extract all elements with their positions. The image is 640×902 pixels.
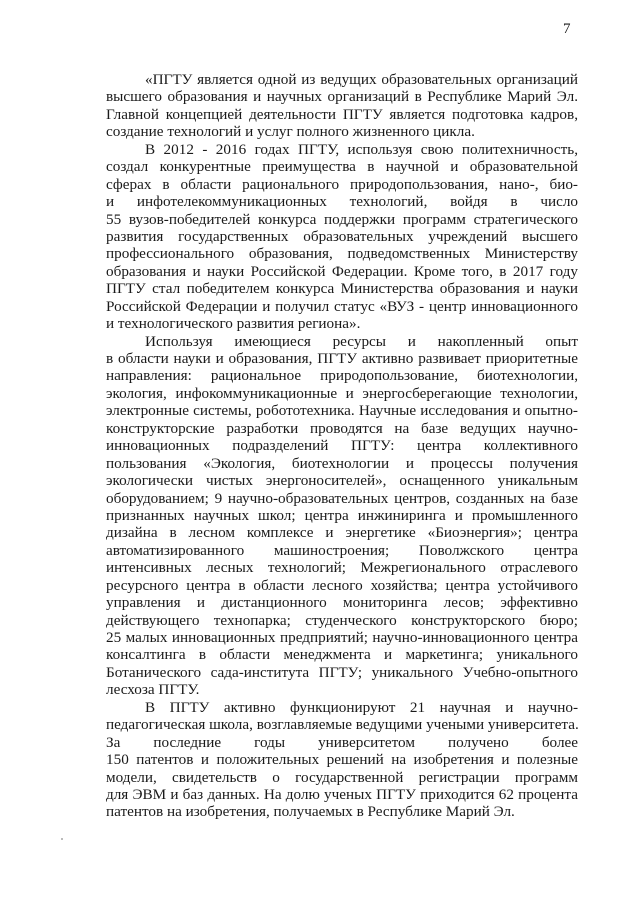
text-line: модели, свидетельств о государственной регистрации программ bbox=[106, 768, 578, 786]
text-line: высшего образования и научных организаций в Республике Марий Эл. bbox=[106, 88, 578, 106]
text-line: «ПГТУ является одной из ведущих образовательных организаций bbox=[145, 71, 578, 88]
text-line: направления: рациональное природопользование, биотехнологии, bbox=[106, 367, 578, 385]
text-line: для ЭВМ и баз данных. На долю ученых ПГТУ приходится 62 процента bbox=[106, 785, 578, 803]
text-line: признанных научных школ; центра инжиниринга и промышленного bbox=[106, 506, 578, 524]
text-line: создал конкурентные преимущества в научной и образовательной bbox=[106, 158, 578, 176]
text-line: в области науки и образования, ПГТУ активно развивает приоритетные bbox=[106, 350, 578, 367]
paragraph bbox=[106, 141, 578, 333]
text-line: За последние годы университетом получено более bbox=[106, 733, 578, 751]
document-body bbox=[106, 71, 578, 821]
text-line: оборудованием; 9 научно-образовательных центров, созданных на базе bbox=[106, 489, 578, 507]
text-line: развития государственных образовательных учреждений высшего bbox=[106, 227, 578, 245]
text-line: образования и науки Российской Федерации. Кроме того, в 2017 году bbox=[106, 262, 578, 280]
text-line: и технологического развития региона». bbox=[106, 315, 361, 333]
text-line: В 2012 - 2016 годах ПГТУ, используя свою политехничность, bbox=[145, 140, 578, 158]
text-line: экология, инфокоммуникационные и энергосберегающие технологии, bbox=[106, 384, 578, 402]
text-line: сферах в области рационального природопользования, нано-, био- bbox=[106, 175, 578, 193]
text-line: 25 малых инновационных предприятий; научно-инновационного центра bbox=[106, 629, 578, 646]
text-line: патентов на изобретения, получаемых в Республике Марий Эл. bbox=[106, 803, 515, 821]
text-line: профессионального образования, подведомственных Министерству bbox=[106, 245, 578, 263]
text-line: педагогическая школа, возглавляемые ведущими учеными университета. bbox=[106, 716, 579, 734]
paragraph bbox=[106, 71, 578, 141]
page-number: 7 bbox=[563, 21, 571, 37]
text-line: интенсивных лесных технологий; Межрегионального отраслевого bbox=[106, 559, 578, 577]
text-line: конструкторские разработки проводятся на базе ведущих научно- bbox=[106, 419, 578, 437]
text-line: управления и дистанционного мониторинга лесов; эффективно bbox=[106, 594, 578, 612]
scan-speck bbox=[61, 838, 63, 840]
text-line: инновационных подразделений ПГТУ: центра коллективного bbox=[106, 437, 578, 455]
text-line: 150 патентов и положительных решений на изобретения и полезные bbox=[106, 751, 578, 769]
text-line: экологически чистых энергоносителей», оснащенного уникальным bbox=[106, 472, 578, 490]
text-line: автоматизированного машиностроения; Поволжского центра bbox=[106, 541, 578, 559]
text-line: В ПГТУ активно функционируют 21 научная и научно- bbox=[145, 698, 578, 716]
text-line: пользования «Экология, биотехнологии и процессы получения bbox=[106, 454, 578, 472]
text-line: Главной концепцией деятельности ПГТУ является подготовка кадров, bbox=[106, 105, 578, 123]
text-line: консалтинга в области менеджмента и маркетинга; уникального bbox=[106, 646, 578, 664]
text-line: 55 вузов-победителей конкурса поддержки программ стратегического bbox=[106, 210, 578, 228]
text-line: дизайна в лесном комплексе и энергетике «Биоэнергия»; центра bbox=[106, 524, 578, 542]
text-line: электронные системы, робототехника. Научные исследования и опытно- bbox=[106, 402, 578, 420]
text-line: действующего технопарка; студенческого конструкторского бюро; bbox=[106, 611, 578, 629]
text-line: Ботанического сада-института ПГТУ; уникального Учебно-опытного bbox=[106, 663, 578, 681]
text-line: и инфотелекоммуникационных технологий, войдя в число bbox=[106, 193, 578, 211]
text-line: Используя имеющиеся ресурсы и накопленный опыт bbox=[145, 332, 578, 350]
paragraph bbox=[106, 699, 578, 821]
text-line: ресурсного центра в области лесного хозяйства; центра устойчивого bbox=[106, 576, 578, 594]
paragraph bbox=[106, 333, 578, 699]
text-line: Российской Федерации и получил статус «ВУЗ - центр инновационного bbox=[106, 297, 578, 315]
text-line: ПГТУ стал победителем конкурса Министерства образования и науки bbox=[106, 280, 578, 298]
text-line: лесхоза ПГТУ. bbox=[106, 681, 200, 699]
text-line: создание технологий и услуг полного жизненного цикла. bbox=[106, 123, 475, 141]
